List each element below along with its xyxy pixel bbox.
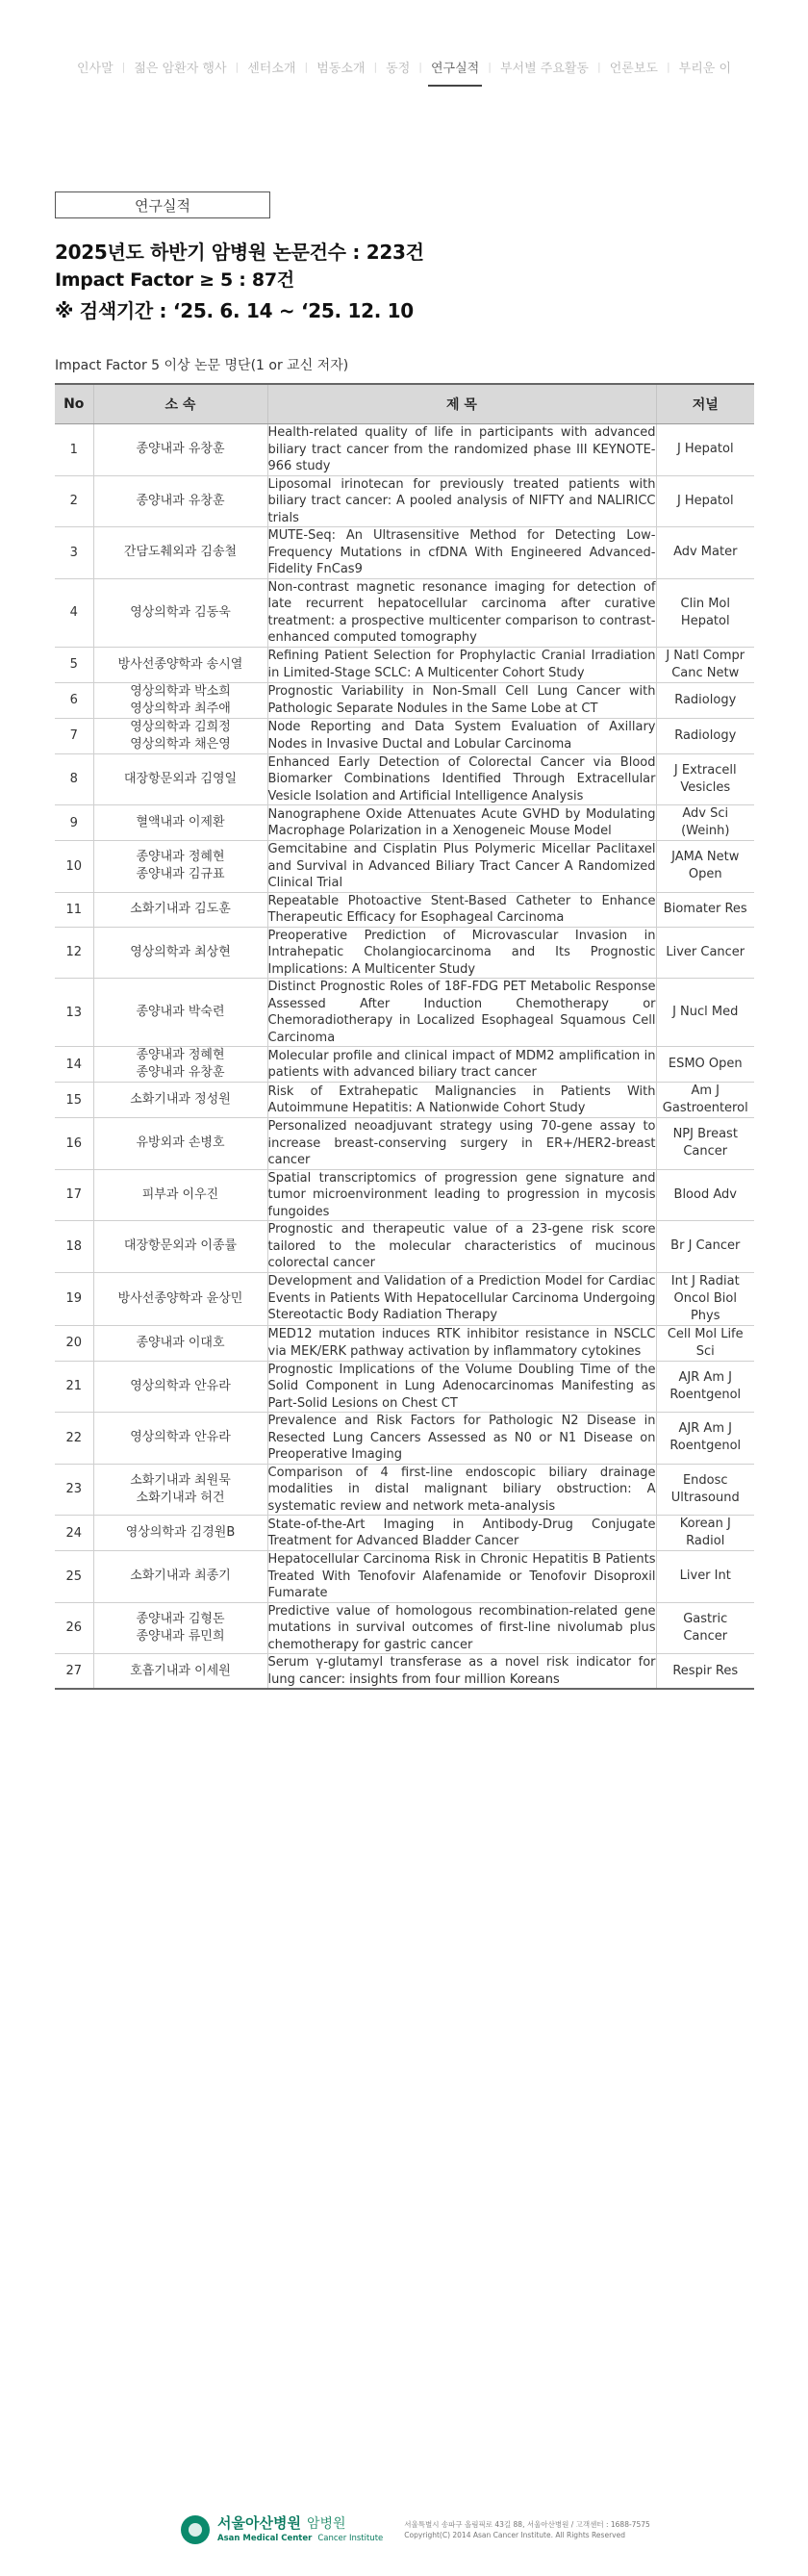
cell-title: Risk of Extrahepatic Malignancies in Patients With Autoimmune Hepatitis: A Nationwide Cohort Study — [267, 1083, 656, 1118]
cell-title: Prevalence and Risk Factors for Pathologic N2 Disease in Resected Lung Cancers Assessed as N0 or N1 Disease on Preoperative Imaging — [267, 1414, 656, 1462]
footer-copyright: Copyright(C) 2014 Asan Cancer Institute. All Rights Reserved — [404, 2530, 625, 2539]
cell-journal: AJR Am J Roentgenol — [656, 1361, 754, 1413]
nav-item-2[interactable]: 센터소개 — [247, 62, 296, 76]
cell-journal: J Natl Compr Canc Netw — [656, 647, 754, 682]
paper-table — [55, 383, 754, 1690]
cell-journal: Respir Res — [656, 1654, 754, 1690]
cell-no: 9 — [55, 805, 93, 841]
search-period: ※ 검색기간 : ‘25. 6. 14 ~ ‘25. 12. 10 — [55, 299, 414, 322]
nav-separator: | — [666, 61, 670, 73]
cell-dept: 방사선종양학과 송시열 — [93, 647, 267, 682]
cell-journal: Liver Cancer — [656, 927, 754, 979]
cell-dept: 방사선종양학과 윤상민 — [93, 1272, 267, 1325]
table-row — [55, 578, 754, 647]
cell-no: 12 — [55, 927, 93, 979]
cell-dept: 영상의학과 김희정 영상의학과 채은영 — [93, 718, 267, 753]
cell-no: 18 — [55, 1221, 93, 1273]
nav-item-8[interactable]: 부리운 이 — [678, 62, 732, 76]
cell-title: Repeatable Photoactive Stent-Based Catheter to Enhance Therapeutic Efficacy for Esophageal Carcinoma — [267, 893, 656, 925]
cell-no: 10 — [55, 841, 93, 893]
table-row — [55, 1118, 754, 1170]
cell-title: Development and Validation of a Prediction Model for Cardiac Events in Patients With Hepatocellular Carcinoma Undergoing Stereotactic Body Radiation Therapy — [267, 1272, 656, 1325]
cell-no: 25 — [55, 1551, 93, 1603]
cell-dept: 종양내과 김형돈 종양내과 류민희 — [93, 1602, 267, 1654]
logo-korean-sub: 암병원 — [306, 2516, 346, 2532]
cell-no: 16 — [55, 1118, 93, 1170]
nav-separator: | — [304, 61, 309, 73]
cell-journal: ESMO Open — [656, 1047, 754, 1083]
cell-title: Enhanced Early Detection of Colorectal Cancer via Blood Biomarker Combinations Identified Through Extracellular Vesicle Isolation and Artificial Intelligence Analysis — [267, 754, 656, 803]
cell-dept: 종양내과 이대호 — [93, 1325, 267, 1361]
table-row — [55, 1654, 754, 1690]
cell-journal: J Hepatol — [656, 424, 754, 476]
cell-journal: J Extracell Vesicles — [656, 753, 754, 805]
cell-title: Health-related quality of life in participants with advanced biliary tract cancer from the randomized phase III KEYNOTE-966 study — [267, 425, 656, 473]
table-row — [55, 1602, 754, 1654]
logo-english-name: Asan Medical Center — [217, 2534, 313, 2543]
cell-title: Gemcitabine and Cisplatin Plus Polymeric Micellar Paclitaxel and Survival in Advanced Biliary Tract Cancer A Randomized Clinical Trial — [267, 842, 656, 890]
header-no: No — [55, 384, 93, 424]
cell-no: 2 — [55, 475, 93, 527]
cell-dept: 대장항문외과 이종률 — [93, 1221, 267, 1273]
cell-dept: 영상의학과 김경원B — [93, 1516, 267, 1551]
footer — [181, 2514, 650, 2544]
cell-title: Predictive value of homologous recombination-related gene mutations in survival outcomes of first-line nivolumab plus chemotherapy for gastric cancer — [267, 1603, 656, 1652]
cell-journal: Endosc Ultrasound — [656, 1464, 754, 1516]
cell-no: 1 — [55, 424, 93, 476]
nav-item-1[interactable]: 젊은 암환자 행사 — [134, 62, 227, 76]
table-caption: Impact Factor 5 이상 논문 명단(1 or 교신 저자) — [55, 358, 349, 373]
cell-title: Node Reporting and Data System Evaluation of Axillary Nodes in Invasive Ductal and Lobular Carcinoma — [267, 718, 656, 753]
cell-no: 24 — [55, 1516, 93, 1551]
cell-dept: 영상의학과 김동욱 — [93, 578, 267, 647]
cell-no: 5 — [55, 647, 93, 682]
cell-title: Spatial transcriptomics of progression gene signature and tumor microenvironment leading to progression in mycosis fungoides — [267, 1170, 656, 1219]
cell-title: Prognostic Implications of the Volume Doubling Time of the Solid Component in Lung Adenocarcinomas Manifesting as Part-Solid Lesions on Chest CT — [267, 1362, 656, 1411]
table-row — [55, 1325, 754, 1361]
cell-title: Personalized neoadjuvant strategy using 70-gene assay to increase breast-conserving surgery in ER+/HER2-breast cancer — [267, 1119, 656, 1167]
footer-address-block — [404, 2519, 650, 2540]
cell-title: Molecular profile and clinical impact of MDM2 amplification in patients with advanced biliary tract cancer — [267, 1047, 656, 1083]
cell-dept: 혈액내과 이제환 — [93, 805, 267, 841]
cell-title: MUTE-Seq: An Ultrasensitive Method for Detecting Low-Frequency Mutations in cfDNA With Engineered Advanced-Fidelity FnCas9 — [267, 528, 656, 576]
cell-journal: J Hepatol — [656, 475, 754, 527]
cell-dept: 종양내과 유창훈 — [93, 475, 267, 527]
cell-dept: 영상의학과 최상현 — [93, 927, 267, 979]
cell-no: 4 — [55, 578, 93, 647]
table-row — [55, 1083, 754, 1118]
cell-no: 15 — [55, 1083, 93, 1118]
cell-journal: Radiology — [656, 682, 754, 718]
table-row — [55, 1464, 754, 1516]
cell-no: 14 — [55, 1047, 93, 1083]
nav-separator: | — [373, 61, 378, 73]
cell-journal: Br J Cancer — [656, 1221, 754, 1273]
header-title: 제 목 — [267, 384, 656, 424]
logo-korean-name: 서울아산병원 — [217, 2514, 301, 2532]
cell-no: 27 — [55, 1654, 93, 1690]
cell-title: State-of-the-Art Imaging in Antibody-Drug Conjugate Treatment for Advanced Bladder Cancer — [267, 1516, 656, 1551]
cell-dept: 종양내과 박숙련 — [93, 979, 267, 1047]
cell-journal: Int J Radiat Oncol Biol Phys — [656, 1272, 754, 1325]
cell-dept: 소화기내과 최종기 — [93, 1551, 267, 1603]
cell-title: Non-contrast magnetic resonance imaging for detection of late recurrent hepatocellular carcinoma after curative treatment: a prospective multicenter comparison to contrast-enhanced computed tomography — [267, 579, 656, 645]
table-row — [55, 1516, 754, 1551]
cell-no: 21 — [55, 1361, 93, 1413]
table-row — [55, 805, 754, 841]
cell-dept: 간담도췌외과 김송철 — [93, 527, 267, 579]
cell-no: 11 — [55, 892, 93, 927]
cell-dept: 소화기내과 정성원 — [93, 1083, 267, 1118]
table-row — [55, 1047, 754, 1083]
cell-dept: 유방외과 손병호 — [93, 1118, 267, 1170]
cell-journal: JAMA Netw Open — [656, 841, 754, 893]
table-row — [55, 979, 754, 1047]
cell-journal: Clin Mol Hepatol — [656, 578, 754, 647]
table-row — [55, 892, 754, 927]
cell-dept: 종양내과 정혜현 종양내과 유창훈 — [93, 1047, 267, 1083]
nav-item-3[interactable]: 범동소개 — [316, 62, 366, 76]
cell-dept: 소화기내과 김도훈 — [93, 892, 267, 927]
cell-no: 8 — [55, 753, 93, 805]
cell-journal: Korean J Radiol — [656, 1516, 754, 1551]
table-row — [55, 424, 754, 476]
cell-dept: 호흡기내과 이세원 — [93, 1654, 267, 1690]
table-row — [55, 753, 754, 805]
cell-no: 6 — [55, 682, 93, 718]
logo-english — [217, 2533, 383, 2544]
cell-title: Liposomal irinotecan for previously treated patients with biliary tract cancer: A pooled analysis of NIFTY and NALIRICC trials — [267, 476, 656, 525]
nav-item-0[interactable]: 인사말 — [76, 62, 114, 76]
nav-item-4[interactable]: 동정 — [386, 62, 411, 76]
top-navigation — [0, 58, 808, 76]
header-journal: 저널 — [656, 384, 754, 424]
cell-journal: J Nucl Med — [656, 979, 754, 1047]
table-row — [55, 1272, 754, 1325]
table-row — [55, 475, 754, 527]
cell-journal: Biomater Res — [656, 892, 754, 927]
cell-journal: Gastric Cancer — [656, 1602, 754, 1654]
cell-journal: AJR Am J Roentgenol — [656, 1413, 754, 1465]
cell-title: Refining Patient Selection for Prophylactic Cranial Irradiation in Limited-Stage SCLC: A Multicenter Cohort Study — [267, 647, 656, 682]
table-row — [55, 841, 754, 893]
cell-journal: Blood Adv — [656, 1169, 754, 1221]
paper-count-headline: 2025년도 하반기 암병원 논문건수 : 223건 — [55, 241, 424, 264]
cell-title: Distinct Prognostic Roles of 18F-FDG PET Metabolic Response Assessed After Induction Chemotherapy or Chemoradiotherapy in Localized Esophageal Squamous Cell Carcinoma — [267, 980, 656, 1045]
logo-english-sub: Cancer Institute — [317, 2534, 384, 2543]
table-header-row — [55, 384, 754, 424]
hospital-logo-icon — [181, 2515, 210, 2544]
table-row — [55, 527, 754, 579]
table-row — [55, 1361, 754, 1413]
logo-korean — [217, 2514, 383, 2533]
cell-dept: 영상의학과 안유라 — [93, 1413, 267, 1465]
cell-journal: Adv Sci (Weinh) — [656, 805, 754, 841]
cell-dept: 영상의학과 안유라 — [93, 1361, 267, 1413]
nav-item-6[interactable]: 부서별 주요활동 — [499, 62, 589, 76]
cell-no: 3 — [55, 527, 93, 579]
nav-separator: | — [418, 61, 422, 73]
cell-title: Nanographene Oxide Attenuates Acute GVHD by Modulating Macrophage Polarization in a Xenogeneic Mouse Model — [267, 805, 656, 841]
impact-factor-count: Impact Factor ≥ 5 : 87건 — [55, 269, 294, 291]
cell-dept: 종양내과 유창훈 — [93, 424, 267, 476]
table-row — [55, 1169, 754, 1221]
cell-no: 23 — [55, 1464, 93, 1516]
cell-dept: 영상의학과 박소희 영상의학과 최주애 — [93, 682, 267, 718]
cell-title: Hepatocellular Carcinoma Risk in Chronic Hepatitis B Patients Treated With Tenofovir Alafenamide or Tenofovir Disoproxil Fumarate — [267, 1552, 656, 1600]
cell-no: 20 — [55, 1325, 93, 1361]
nav-separator: | — [121, 61, 126, 73]
nav-item-7[interactable]: 언론보도 — [609, 62, 658, 76]
nav-item-5[interactable]: 연구실적 — [422, 58, 488, 76]
cell-no: 13 — [55, 979, 93, 1047]
cell-dept: 소화기내과 최원묵 소화기내과 허건 — [93, 1464, 267, 1516]
cell-no: 17 — [55, 1169, 93, 1221]
nav-separator: | — [235, 61, 240, 73]
nav-separator: | — [597, 61, 601, 73]
cell-dept: 피부과 이우진 — [93, 1169, 267, 1221]
hospital-logo[interactable] — [217, 2514, 383, 2544]
table-row — [55, 647, 754, 682]
cell-title: Comparison of 4 first-line endoscopic biliary drainage modalities in distal malignant biliary obstruction: A systematic review and network meta-analysis — [267, 1465, 656, 1514]
cell-title: Prognostic Variability in Non-Small Cell Lung Cancer with Pathologic Separate Nodules in the Same Lobe at CT — [267, 682, 656, 718]
cell-title: MED12 mutation induces RTK inhibitor resistance in NSCLC via MEK/ERK pathway activation by inflammatory cytokines — [267, 1325, 656, 1361]
cell-dept: 대장항문외과 김영일 — [93, 753, 267, 805]
cell-no: 7 — [55, 718, 93, 753]
footer-address: 서울특별시 송파구 올림픽로 43길 88, 서울아산병원 / 고객센터 : 1688-7575 — [404, 2519, 650, 2529]
cell-no: 26 — [55, 1602, 93, 1654]
cell-dept: 종양내과 정혜현 종양내과 김규표 — [93, 841, 267, 893]
table-row — [55, 1221, 754, 1273]
section-badge: 연구실적 — [55, 191, 270, 218]
cell-journal: NPJ Breast Cancer — [656, 1118, 754, 1170]
table-row — [55, 718, 754, 753]
cell-title: Serum γ-glutamyl transferase as a novel risk indicator for lung cancer: insights from four million Koreans — [267, 1654, 656, 1690]
cell-journal: Adv Mater — [656, 527, 754, 579]
cell-no: 22 — [55, 1413, 93, 1465]
table-row — [55, 682, 754, 718]
table-row — [55, 927, 754, 979]
cell-journal: Am J Gastroenterol — [656, 1083, 754, 1118]
cell-journal: Cell Mol Life Sci — [656, 1325, 754, 1361]
table-row — [55, 1551, 754, 1603]
nav-separator: | — [488, 61, 492, 73]
cell-journal: Liver Int — [656, 1551, 754, 1603]
table-row — [55, 1413, 754, 1465]
cell-title: Prognostic and therapeutic value of a 23-gene risk score tailored to the molecular characteristics of mucinous colorectal cancer — [267, 1222, 656, 1270]
header-dept: 소 속 — [93, 384, 267, 424]
cell-title: Preoperative Prediction of Microvascular Invasion in Intrahepatic Cholangiocarcinoma and Its Prognostic Implications: A Multicenter Study — [267, 928, 656, 977]
cell-journal: Radiology — [656, 718, 754, 753]
cell-no: 19 — [55, 1272, 93, 1325]
